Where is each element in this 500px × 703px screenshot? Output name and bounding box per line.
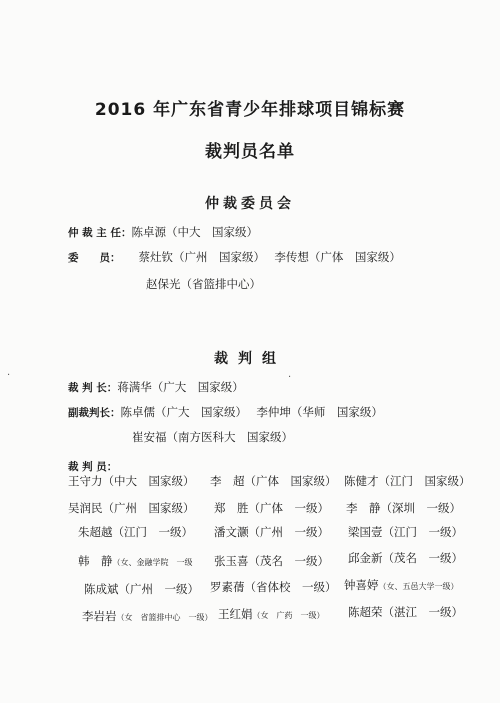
referee-item: 潘文灏（广州 一级）	[214, 525, 329, 539]
head-referee-row	[68, 379, 244, 396]
scan-speck: ·	[7, 370, 11, 381]
referee-item: 邱金新（茂名 一级）	[348, 551, 463, 565]
deputy-referee-label: 副裁判长：	[68, 407, 121, 419]
referee-item: 梁国壹（江门 一级）	[348, 525, 463, 539]
referee-group-heading: 裁判组	[214, 351, 286, 367]
committee-chief-label: 仲 裁 主 任：	[68, 227, 132, 239]
referee-item: 吴润民（广州 国家级）	[68, 501, 195, 515]
committee-members-row	[68, 249, 401, 266]
referee-item: 韩 静（女、金融学院 一级	[78, 554, 193, 568]
referee-item: 王守力（中大 国家级）	[68, 474, 195, 488]
document-title: 2016 年广东省青少年排球项目锦标赛	[94, 100, 406, 120]
committee-chief-row	[68, 224, 258, 241]
committee-chief: 陈卓源（中大 国家级）	[131, 225, 258, 239]
committee-members-line1: 蔡灶钦（广州 国家级） 李传想（广体 国家级）	[138, 250, 401, 264]
referee-item: 王红娟（女 广药 一级）	[218, 607, 325, 621]
deputy-referees-line1: 陈卓儒（广大 国家级） 李仲坤（华师 国家级）	[120, 405, 383, 419]
referee-item: 郑 胜（广体 一级）	[214, 501, 329, 515]
committee-members-label: 委 员：	[68, 252, 121, 264]
deputy-referee-row	[68, 404, 383, 421]
head-referee-label: 裁 判 长：	[68, 382, 118, 394]
referee-item: 张玉喜（茂名 一级）	[214, 554, 329, 568]
referee-item: 钟喜婷（女、五邑大学一级）	[344, 578, 459, 592]
referees-label: 裁 判 员：	[68, 461, 118, 473]
referee-item: 李 超（广体 国家级）	[210, 474, 337, 488]
referee-item: 李 静（深圳 一级）	[346, 501, 461, 515]
referee-item: 朱超越（江门 一级）	[78, 525, 193, 539]
referee-item: 陈健才（江门 国家级）	[344, 474, 471, 488]
referee-item: 罗素蒨（省体校 一级）	[210, 580, 337, 594]
committee-members-line2: 赵保光（省篮排中心）	[146, 277, 261, 291]
referee-item: 陈超荣（湛江 一级）	[348, 605, 463, 619]
document-subtitle: 裁判员名单	[205, 142, 295, 162]
scan-speck: ·	[288, 372, 292, 383]
head-referee: 蒋满华（广大 国家级）	[117, 380, 244, 394]
deputy-referees-line2: 崔安福（南方医科大 国家级）	[132, 430, 293, 444]
committee-heading: 仲裁委员会	[205, 196, 295, 212]
referee-item: 陈成斌（广州 一级）	[84, 582, 199, 596]
referee-item: 李岩岩（女 省篮排中心 一级）	[82, 609, 213, 623]
